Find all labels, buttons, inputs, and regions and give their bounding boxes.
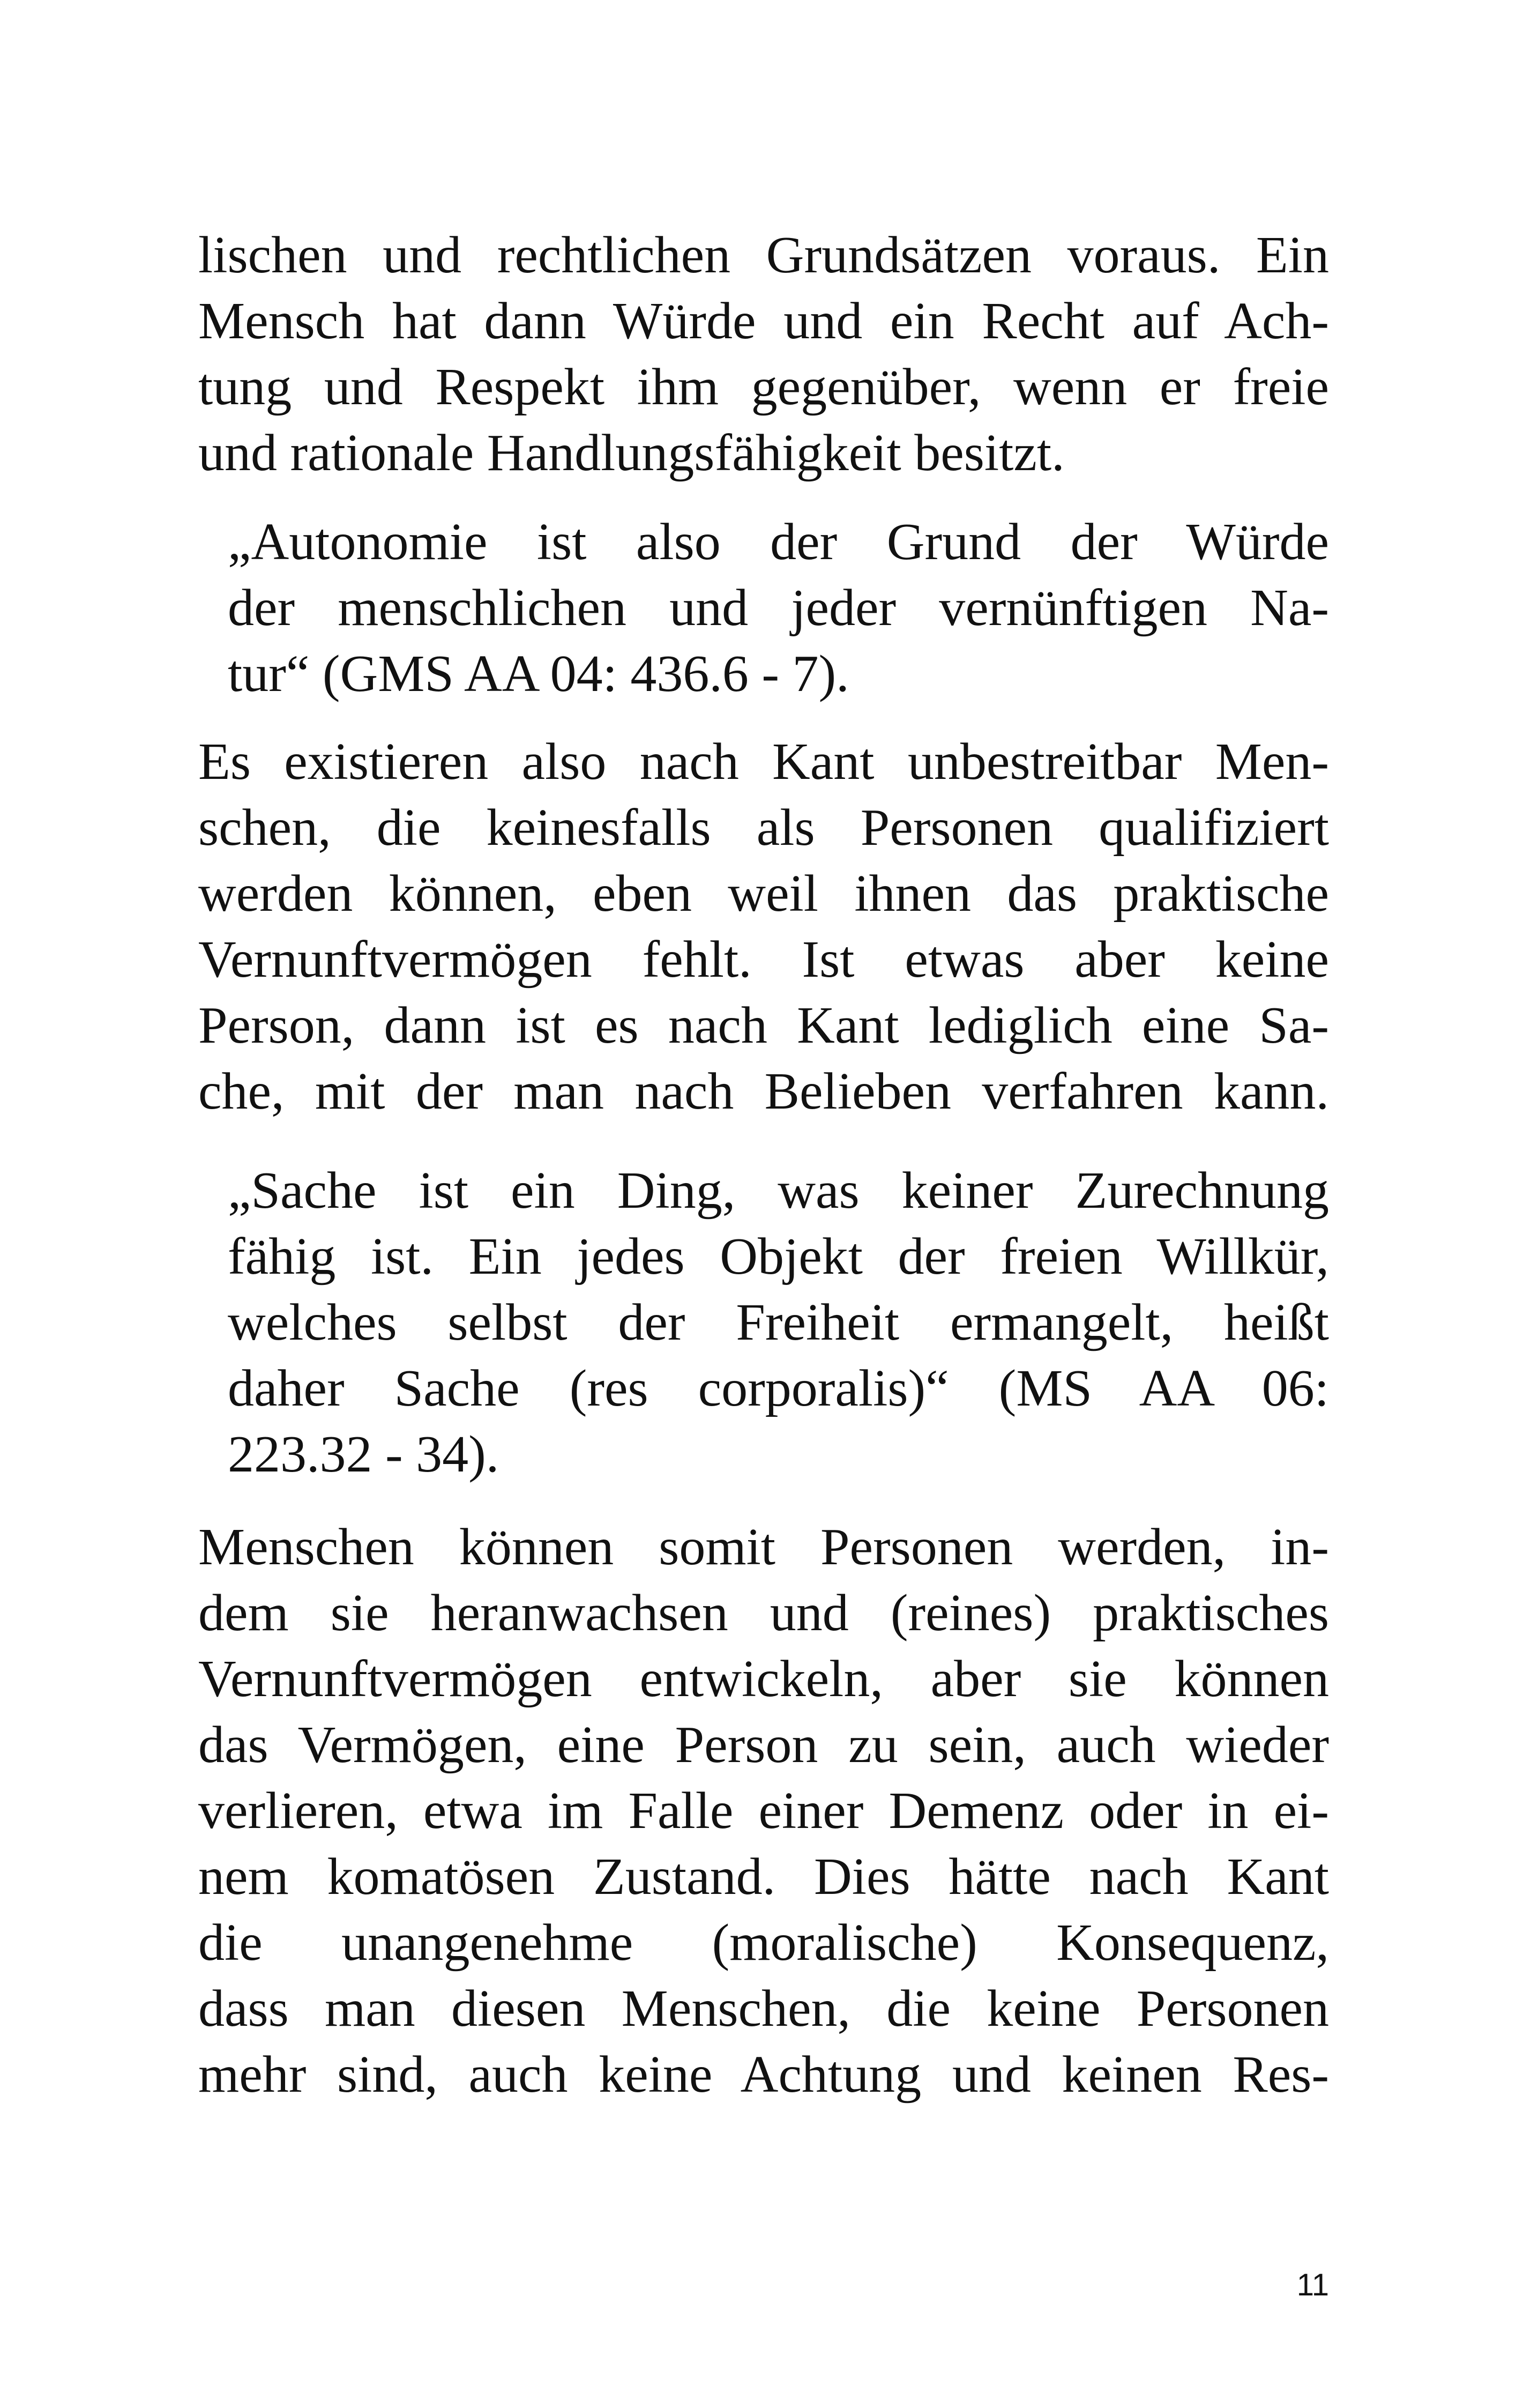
- text-line: dass man diesen Menschen, die keine Personen: [198, 1980, 1329, 2038]
- text-line: Es existieren also nach Kant unbestreitbar Men-: [198, 733, 1329, 791]
- paragraph-1: [198, 222, 1329, 486]
- text-line: mehr sind, auch keine Achtung und keinen Res-: [198, 2046, 1329, 2104]
- text-line: 223.32 - 34).: [228, 1425, 499, 1483]
- text-line: welches selbst der Freiheit ermangelt, heißt: [228, 1294, 1329, 1351]
- text-line: verlieren, etwa im Falle einer Demenz oder in ei-: [198, 1782, 1329, 1840]
- text-line: Vernunftvermögen fehlt. Ist etwas aber keine: [198, 931, 1329, 989]
- block-quote-1: [228, 509, 1329, 707]
- page-number: 11: [1296, 2268, 1329, 2302]
- text-line: Person, dann ist es nach Kant lediglich eine Sa-: [198, 997, 1329, 1054]
- text-line: nem komatösen Zustand. Dies hätte nach Kant: [198, 1848, 1329, 1906]
- text-line: und rationale Handlungsfähigkeit besitzt.: [198, 424, 1065, 482]
- text-line: tung und Respekt ihm gegenüber, wenn er freie: [198, 358, 1329, 416]
- text-line: dem sie heranwachsen und (reines) praktisches: [198, 1584, 1329, 1642]
- paragraph-3: [198, 1514, 1329, 2108]
- text-line: Menschen können somit Personen werden, in-: [198, 1518, 1329, 1576]
- text-line: Mensch hat dann Würde und ein Recht auf Ach-: [198, 292, 1329, 350]
- text-line: das Vermögen, eine Person zu sein, auch wieder: [198, 1716, 1329, 1774]
- text-line: schen, die keinesfalls als Personen qualifiziert: [198, 799, 1329, 857]
- text-line: daher Sache (res corporalis)“ (MS AA 06:: [228, 1359, 1329, 1417]
- text-line: der menschlichen und jeder vernünftigen Na-: [228, 579, 1329, 637]
- text-line: Vernunftvermögen entwickeln, aber sie können: [198, 1650, 1329, 1708]
- text-line: „Autonomie ist also der Grund der Würde: [228, 513, 1329, 571]
- text-line: tur“ (GMS AA 04: 436.6 - 7).: [228, 645, 849, 703]
- text-line: che, mit der man nach Belieben verfahren kann.: [198, 1062, 1329, 1120]
- text-line: „Sache ist ein Ding, was keiner Zurechnung: [228, 1162, 1329, 1220]
- text-line: werden können, eben weil ihnen das praktische: [198, 865, 1329, 923]
- block-quote-2: [228, 1158, 1329, 1488]
- text-line: die unangenehme (moralische) Konsequenz,: [198, 1914, 1329, 1972]
- text-line: fähig ist. Ein jedes Objekt der freien Willkür,: [228, 1228, 1329, 1285]
- text-line: lischen und rechtlichen Grundsätzen voraus. Ein: [198, 226, 1329, 284]
- paragraph-2: [198, 729, 1329, 1125]
